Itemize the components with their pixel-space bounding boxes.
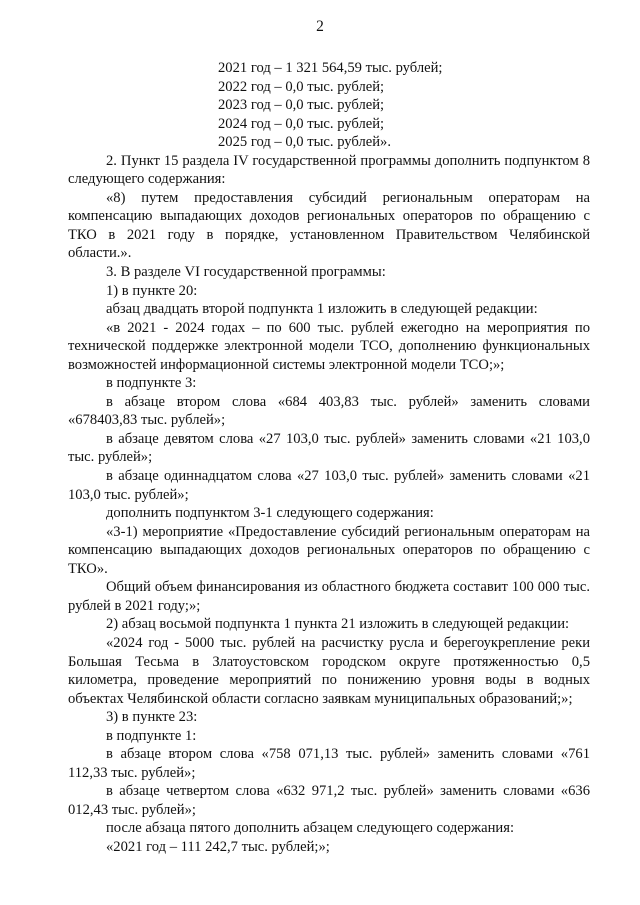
document-body xyxy=(68,59,590,857)
paragraph: «в 2021 - 2024 годах – по 600 тыс. рублей ежегодно на мероприятия по технической поддержке электронной модели ТСО, дополнению функциональных возможностей информационной системы электронной модели ТСО;»; xyxy=(68,319,590,373)
paragraph: в абзаце втором слова «684 403,83 тыс. рублей» заменить словами «678403,83 тыс. рублей»; xyxy=(68,393,590,429)
paragraph: «3-1) мероприятие «Предоставление субсидий региональным операторам на компенсацию выпадающих доходов региональных операторов по обращению с ТКО». xyxy=(68,523,590,577)
page-number: 2 xyxy=(316,18,324,35)
paragraph: 3) в пункте 23: xyxy=(106,709,198,726)
paragraph: 2) абзац восьмой подпункта 1 пункта 21 изложить в следующей редакции: xyxy=(106,616,570,633)
paragraph: абзац двадцать второй подпункта 1 изложить в следующей редакции: xyxy=(106,301,538,318)
paragraph: в абзаце девятом слова «27 103,0 тыс. рублей» заменить словами «21 103,0 тыс. рублей»; xyxy=(68,430,590,466)
funding-line-2021: 2021 год – 1 321 564,59 тыс. рублей; xyxy=(218,60,443,76)
paragraph: после абзаца пятого дополнить абзацем следующего содержания: xyxy=(106,820,514,837)
funding-line-2023: 2023 год – 0,0 тыс. рублей; xyxy=(218,97,385,114)
funding-line-2024: 2024 год – 0,0 тыс. рублей; xyxy=(218,115,385,132)
paragraph: «8) путем предоставления субсидий региональным операторам на компенсацию выпадающих доходов региональных операторов по обращению с ТКО в 2021 году в порядке, установленном Правительством Челябинской области.». xyxy=(68,189,590,262)
paragraph: «2021 год – 111 242,7 тыс. рублей;»; xyxy=(106,838,330,855)
paragraph: в подпункте 3: xyxy=(106,375,197,392)
paragraph: в абзаце одиннадцатом слова «27 103,0 тыс. рублей» заменить словами «21 103,0 тыс. рублей»; xyxy=(68,468,590,503)
paragraph: 2. Пункт 15 раздела IV государственной программы дополнить подпунктом 8 следующего содержания: xyxy=(68,152,590,188)
paragraph: дополнить подпунктом 3-1 следующего содержания: xyxy=(106,505,434,522)
funding-line-2025: 2025 год – 0,0 тыс. рублей». xyxy=(218,134,391,151)
paragraph: Общий объем финансирования из областного бюджета составит 100 000 тыс. рублей в 2021 году;»; xyxy=(68,579,590,614)
paragraph: «2024 год - 5000 тыс. рублей на расчистку русла и берегоукрепление реки Большая Тесьма в Златоустовском городском округе протяженностью 0,5 километра, проведение мероприятий по понижению уровня воды в водных объектах Челябинской области согласно заявкам муниципальных образований;»; xyxy=(68,634,590,707)
paragraph: в абзаце четвертом слова «632 971,2 тыс. рублей» заменить словами «636 012,43 тыс. рублей»; xyxy=(68,783,590,818)
paragraph: в подпункте 1: xyxy=(106,727,197,744)
paragraph: 1) в пункте 20: xyxy=(106,282,198,299)
paragraph: 3. В разделе VI государственной программы: xyxy=(106,264,386,281)
funding-line-2022: 2022 год – 0,0 тыс. рублей; xyxy=(218,78,385,95)
paragraph: в абзаце втором слова «758 071,13 тыс. рублей» заменить словами «761 112,33 тыс. рублей»; xyxy=(68,746,590,781)
